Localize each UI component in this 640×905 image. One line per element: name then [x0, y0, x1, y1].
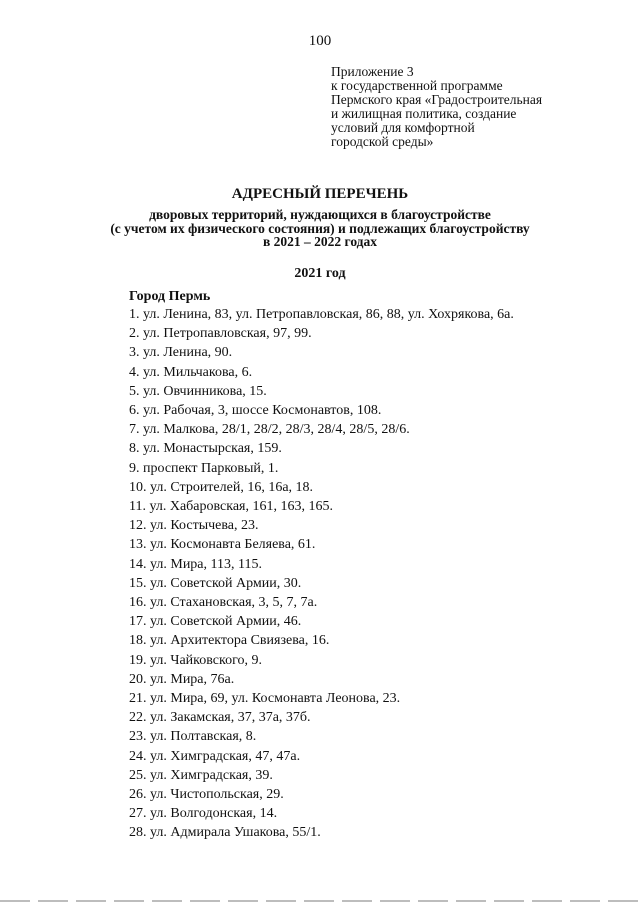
address-item: 19. ул. Чайковского, 9. [129, 652, 262, 668]
address-item: 21. ул. Мира, 69, ул. Космонавта Леонова, 23. [129, 691, 401, 707]
subtitle-line: (с учетом их физического состояния) и подлежащих благоустройству [110, 220, 530, 236]
appendix-line: к государственной программе [331, 78, 503, 93]
address-item: 11. ул. Хабаровская, 161, 163, 165. [129, 499, 333, 515]
appendix-line: и жилищная политика, создание [331, 106, 517, 121]
address-item: 16. ул. Стахановская, 3, 5, 7, 7а. [129, 595, 318, 611]
address-item: 9. проспект Парковый, 1. [129, 460, 279, 476]
address-item: 27. ул. Волгодонская, 14. [129, 806, 278, 822]
appendix-line: Приложение 3 [331, 64, 414, 79]
appendix-note [331, 65, 631, 149]
address-item: 5. ул. Овчинникова, 15. [129, 383, 267, 399]
subtitle-line: дворовых территорий, нуждающихся в благоустройстве [149, 207, 491, 222]
city-heading: Город Пермь [129, 289, 211, 304]
address-item: 13. ул. Космонавта Беляева, 61. [129, 537, 316, 553]
scan-edge-divider [0, 900, 640, 902]
address-item: 20. ул. Мира, 76а. [129, 671, 235, 687]
address-item: 15. ул. Советской Армии, 30. [129, 575, 302, 591]
address-item: 24. ул. Химградская, 47, 47а. [129, 748, 301, 764]
page-number: 100 [308, 33, 332, 49]
address-item: 12. ул. Костычева, 23. [129, 518, 259, 534]
address-item: 8. ул. Монастырская, 159. [129, 441, 282, 457]
address-item: 7. ул. Малкова, 28/1, 28/2, 28/3, 28/4, 28/5, 28/6. [129, 422, 410, 438]
address-item: 25. ул. Химградская, 39. [129, 767, 273, 783]
address-item: 1. ул. Ленина, 83, ул. Петропавловская, 86, 88, ул. Хохрякова, 6а. [129, 307, 514, 322]
document-subtitle [0, 208, 640, 249]
address-list [129, 305, 629, 843]
address-item: 2. ул. Петропавловская, 97, 99. [129, 326, 312, 342]
address-item: 23. ул. Полтавская, 8. [129, 729, 257, 745]
address-item: 6. ул. Рабочая, 3, шоссе Космонавтов, 108. [129, 403, 382, 419]
appendix-line: Пермского края «Градостроительная [331, 92, 543, 107]
address-item: 26. ул. Чистопольская, 29. [129, 787, 284, 803]
appendix-line: городской среды» [331, 134, 434, 149]
appendix-line: условий для комфортной [331, 120, 475, 135]
address-item: 4. ул. Мильчакова, 6. [129, 364, 253, 380]
address-item: 3. ул. Ленина, 90. [129, 345, 233, 361]
document-title: АДРЕСНЫЙ ПЕРЕЧЕНЬ [231, 186, 409, 202]
address-item: 10. ул. Строителей, 16, 16а, 18. [129, 479, 314, 495]
year-heading: 2021 год [294, 266, 346, 281]
address-item: 22. ул. Закамская, 37, 37а, 37б. [129, 710, 311, 726]
address-item: 18. ул. Архитектора Свиязева, 16. [129, 633, 330, 649]
address-item: 14. ул. Мира, 113, 115. [129, 556, 262, 572]
subtitle-line: в 2021 – 2022 годах [262, 234, 378, 249]
address-item: 17. ул. Советской Армии, 46. [129, 614, 302, 630]
address-item: 28. ул. Адмирала Ушакова, 55/1. [129, 825, 321, 841]
